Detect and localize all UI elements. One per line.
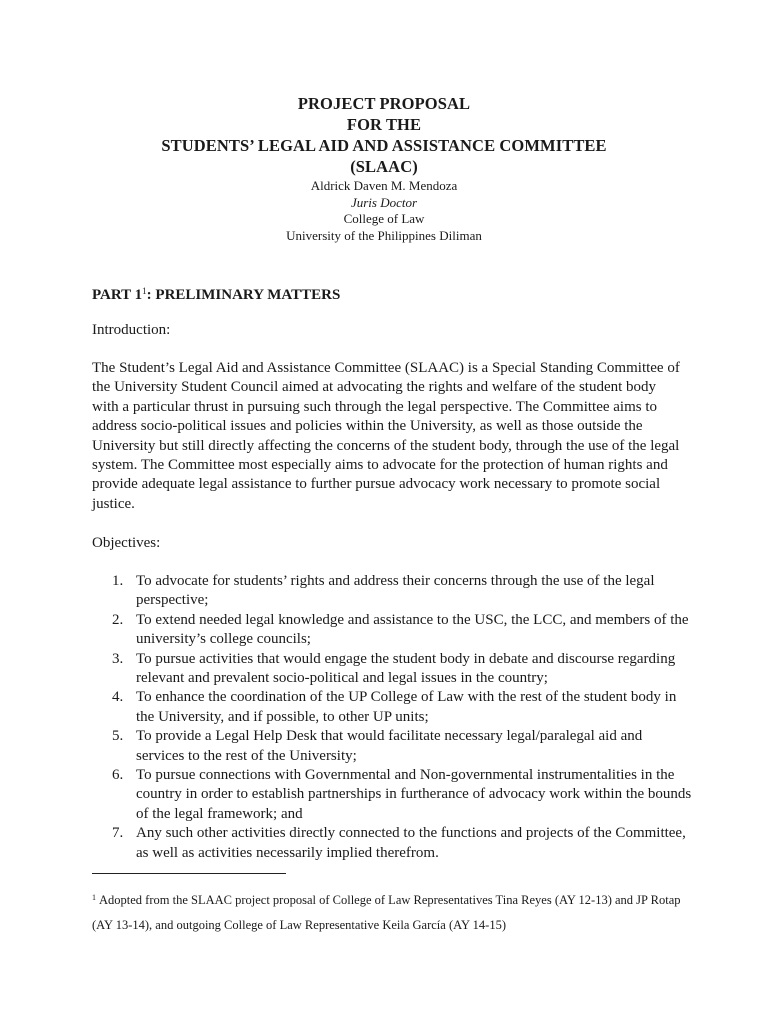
objective-item	[92, 650, 692, 689]
objectives-list	[92, 572, 692, 863]
objective-text: Any such other activities directly connected to the functions and projects of the Committee, as well as activities necessarily implied therefrom.	[136, 825, 686, 861]
title-line-4: (SLAAC)	[350, 157, 418, 176]
objective-item	[92, 572, 692, 611]
objective-number: 7.	[112, 825, 124, 842]
author-name: Aldrick Daven M. Mendoza	[310, 178, 458, 193]
footnote-divider	[92, 873, 286, 874]
introduction-label: Introduction:	[92, 322, 171, 338]
title-line-2: FOR THE	[346, 115, 422, 134]
objective-text: To enhance the coordination of the UP College of Law with the rest of the student body in the University, and if possible, to other UP units;	[136, 689, 677, 725]
objectives-label: Objectives:	[92, 535, 161, 551]
objective-number: 2.	[112, 611, 124, 628]
objective-text: To pursue connections with Governmental and Non-governmental instrumentalities in the country in order to establish partnerships in furtherance of advocacy work within the bounds of the legal framework; and	[136, 767, 692, 822]
objective-number: 3.	[112, 650, 124, 667]
footnote	[92, 886, 692, 937]
footnote-text: Adopted from the SLAAC project proposal of College of Law Representatives Tina Reyes (AY 12-13) and JP Rotap (AY 13-14), and outgoing College of Law Representative Keila García (AY 14-15)	[92, 893, 681, 932]
author-degree: Juris Doctor	[350, 194, 418, 210]
introduction-paragraph: The Student’s Legal Aid and Assistance Committee (SLAAC) is a Special Standing Committee of the University Student Council aimed at advocating the rights and welfare of the student body with a particular thrust in pursuing such through the legal perspective. The Committee aims to address socio-political issues and policies within the University, as well as those outside the University but still directly affecting the concerns of the student body, through the use of the legal system. The Committee most especially aims to advocate for the protection of human rights and provide adequate legal assistance to further pursue advocacy work necessary to promote social justice.	[92, 360, 680, 512]
objective-item	[92, 824, 692, 863]
objective-text: To pursue activities that would engage the student body in debate and discourse regarding relevant and prevalent socio-political and legal issues in the country;	[136, 650, 676, 687]
footnote-ref-marker[interactable]: 1	[142, 286, 147, 296]
objective-text: To advocate for students’ rights and address their concerns through the use of the legal perspective;	[136, 573, 655, 609]
objective-number: 6.	[112, 767, 124, 784]
objective-item	[92, 611, 692, 650]
title-block	[0, 93, 768, 244]
objective-number: 4.	[112, 689, 124, 706]
part-1-heading-suffix: : PRELIMINARY MATTERS	[146, 287, 341, 303]
objective-item	[92, 727, 692, 766]
part-1-heading	[92, 282, 340, 305]
title-line-3: STUDENTS’ LEGAL AID AND ASSISTANCE COMMITTEE	[161, 136, 607, 155]
title-line-1: PROJECT PROPOSAL	[297, 94, 471, 113]
author-college: College of Law	[343, 211, 425, 226]
objective-number: 5.	[112, 728, 124, 745]
objective-item	[92, 766, 692, 824]
footnote-marker: 1	[92, 893, 96, 902]
objective-text: To provide a Legal Help Desk that would facilitate necessary legal/paralegal aid and services to the rest of the University;	[136, 728, 643, 764]
objective-number: 1.	[112, 573, 124, 589]
part-1-heading-prefix: PART 1	[92, 287, 143, 303]
author-university: University of the Philippines Diliman	[286, 227, 482, 243]
objective-text: To extend needed legal knowledge and assistance to the USC, the LCC, and members of the university’s college councils;	[136, 611, 689, 648]
objective-item	[92, 688, 692, 727]
